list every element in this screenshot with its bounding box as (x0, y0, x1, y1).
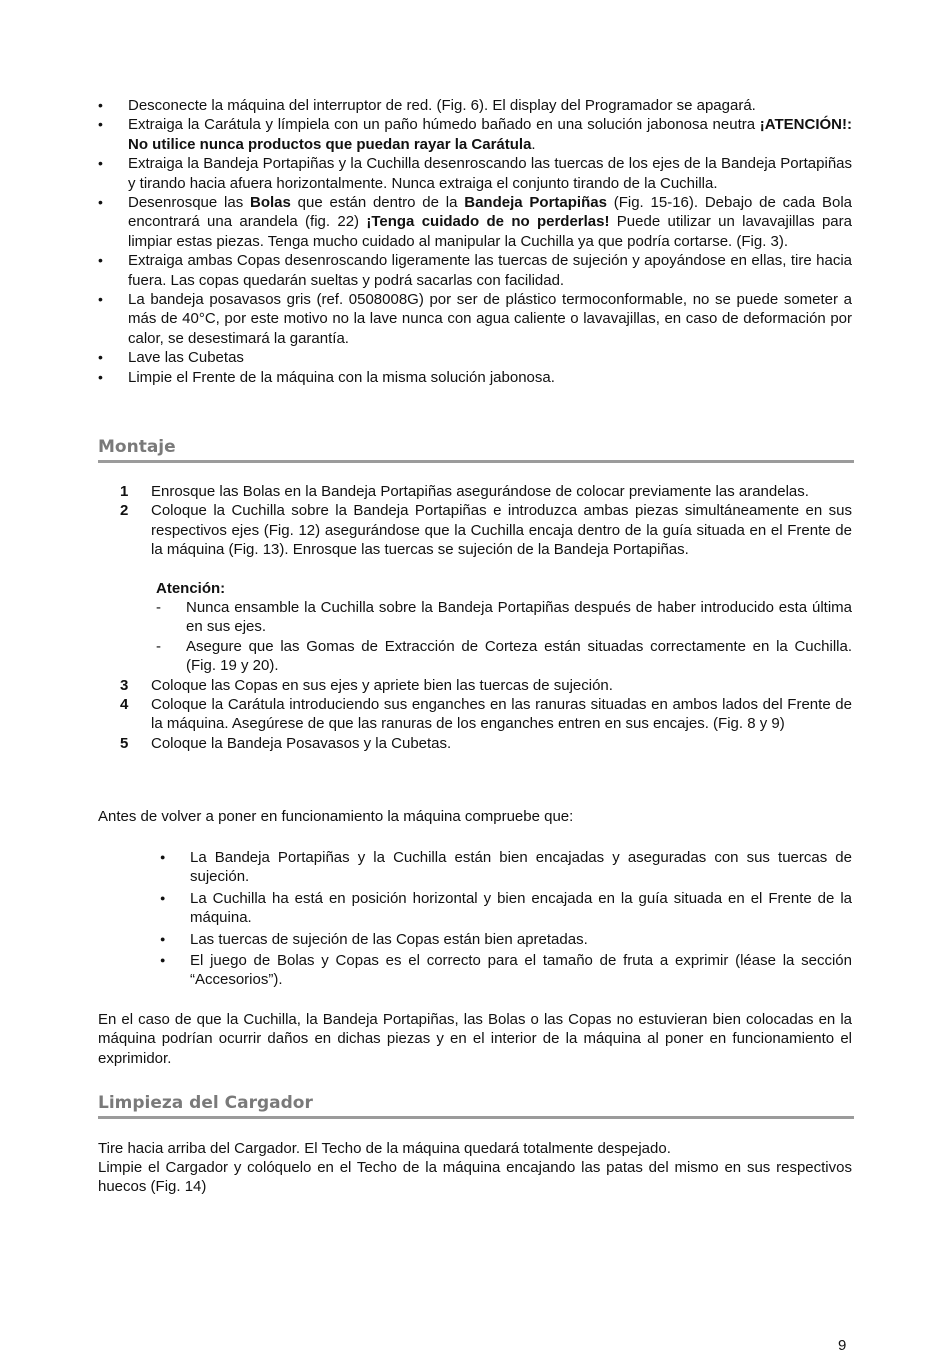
text-run: (Fig. 15-16). Debajo de cada Bola encontrará una arandela (fig. 22) (128, 194, 852, 231)
section-heading-cargador: Limpieza del Cargador (98, 1093, 854, 1119)
section-heading-montaje: Montaje (98, 437, 854, 463)
text-run: . (531, 135, 536, 153)
warning-paragraph: En el caso de que la Cuchilla, la Bandeja Portapiñas, las Bolas o las Copas no estuvieran bien colocadas en la máquina podrían ocurrir daños en dichas piezas y en el interior de la máquina al poner en funcionamiento el exprimidor. (98, 1011, 852, 1067)
step-number: 4 (120, 696, 129, 714)
text-run: La bandeja posavasos gris (ref. 0508008G) por ser de plástico termoconformable, no se puede someter a más de 40°C, por este motivo no la lave nunca con agua caliente o lavavajillas, en caso de deformación por calor, se desestimará la garantía. (128, 291, 852, 347)
attention-block (98, 579, 852, 676)
bold-text: ¡ATENCIÓN!: No utilice nunca productos que puedan rayar la Carátula (128, 116, 852, 153)
text-run: que están dentro de la (290, 194, 465, 212)
checklist-item: ● El juego de Bolas y Copas es el correcto para el tamaño de fruta a exprimir (léase la sección “Accesorios”). (160, 951, 852, 990)
text-run: Desenrosque las (128, 194, 250, 212)
checklist-item: ● La Bandeja Portapiñas y la Cuchilla están bien encajadas y aseguradas con sus tuercas de sujeción. (160, 848, 852, 887)
cleaning-step (98, 115, 852, 154)
cleaning-steps-list (98, 96, 852, 387)
step-text: Enrosque las Bolas en la Bandeja Portapiñas asegurándose de colocar previamente las arandelas. (151, 483, 809, 500)
step-number: 5 (120, 734, 129, 752)
assembly-step (98, 695, 852, 734)
attention-text: Nunca ensamble la Cuchilla sobre la Bandeja Portapiñas después de haber introducido esta última en sus ejes. (186, 599, 852, 636)
assembly-steps-list (98, 482, 852, 753)
assembly-step (98, 501, 852, 559)
cleaning-step (98, 96, 852, 115)
text-run: Extraiga ambas Copas desenroscando ligeramente las tuercas de sujeción y apoyándose en ellas, tire hacia fuera. Las copas quedarán sueltas y podrá sacarlas con facilidad. (128, 252, 852, 289)
cargador-line-2: Limpie el Cargador y colóquelo en el Techo de la máquina encajando las patas del mismo en sus respectivos huecos (Fig. 14) (98, 1159, 852, 1196)
assembly-step (98, 676, 852, 695)
text-run: Lave las Cubetas (128, 349, 244, 367)
step-number: 2 (120, 502, 129, 520)
text-run: Extraiga la Bandeja Portapiñas y la Cuchilla desenroscando las tuercas de los ejes de la Bandeja Portapiñas y tirando hacia afuera horizontalmente. Nunca extraiga el conjunto tirando de la Cuchilla. (128, 155, 852, 192)
step-text: Coloque las Copas en sus ejes y apriete bien las tuercas de sujeción. (151, 676, 613, 694)
dash-marker: - (156, 637, 161, 655)
step-number: 3 (120, 676, 129, 694)
cleaning-step (98, 193, 852, 251)
bold-text: ¡Tenga cuidado de no perderlas! (366, 213, 610, 231)
step-number: 1 (120, 483, 129, 500)
step-text: Coloque la Bandeja Posavasos y la Cubetas. (151, 734, 452, 752)
bold-text: Bandeja Portapiñas (464, 194, 607, 212)
text-run: Desconecte la máquina del interruptor de red. (Fig. 6). El display del Programador se apagará. (128, 97, 756, 114)
cargador-line-1: Tire hacia arriba del Cargador. El Techo de la máquina quedará totalmente despejado. (98, 1140, 671, 1157)
page-number: 9 (838, 1337, 847, 1354)
pre-start-checklist (160, 848, 852, 992)
attention-text: Asegure que las Gomas de Extracción de Corteza están situadas correctamente en la Cuchilla. (Fig. 19 y 20). (186, 637, 852, 675)
attention-item (156, 598, 852, 637)
cleaning-step (98, 368, 852, 387)
assembly-step (98, 482, 852, 501)
cleaning-step (98, 154, 852, 193)
attention-item (156, 637, 852, 676)
cleaning-step (98, 348, 852, 367)
check-intro: Antes de volver a poner en funcionamiento la máquina compruebe que: (98, 808, 574, 825)
checklist-item: ● La Cuchilla ha está en posición horizontal y bien encajada en la guía situada en el Frente de la máquina. (160, 889, 852, 928)
text-run: Limpie el Frente de la máquina con la misma solución jabonosa. (128, 368, 555, 386)
text-run: Puede utilizar un lavavajillas para limpiar estas piezas. Tenga mucho cuidado al manipular la Cuchilla ya que podría cortarse. (Fig. 3). (128, 213, 852, 250)
step-text: Coloque la Cuchilla sobre la Bandeja Portapiñas e introduzca ambas piezas simultáneamente en sus respectivos ejes (Fig. 12) asegurándose que la Cuchilla encaja dentro de la guía situada en el Frente de la máquina (Fig. 13). Enrosque las tuercas se sujeción de la Bandeja Portapiñas. (151, 502, 852, 559)
assembly-step (98, 734, 852, 753)
cleaning-step (98, 251, 852, 290)
attention-title: Atención: (156, 579, 226, 597)
dash-marker: - (156, 599, 161, 617)
text-run: Extraiga la Carátula y límpiela con un paño húmedo bañado en una solución jabonosa neutra (128, 116, 760, 134)
bold-text: Bolas (250, 194, 291, 212)
cleaning-step (98, 290, 852, 348)
step-text: Coloque la Carátula introduciendo sus enganches en las ranuras situadas en ambos lados del Frente de la máquina. Asegúrese de que las ranuras de los enganches entren en sus encajes. (Fig. 8 y 9) (151, 696, 852, 733)
checklist-item: ● Las tuercas de sujeción de las Copas están bien apretadas. (160, 930, 852, 949)
